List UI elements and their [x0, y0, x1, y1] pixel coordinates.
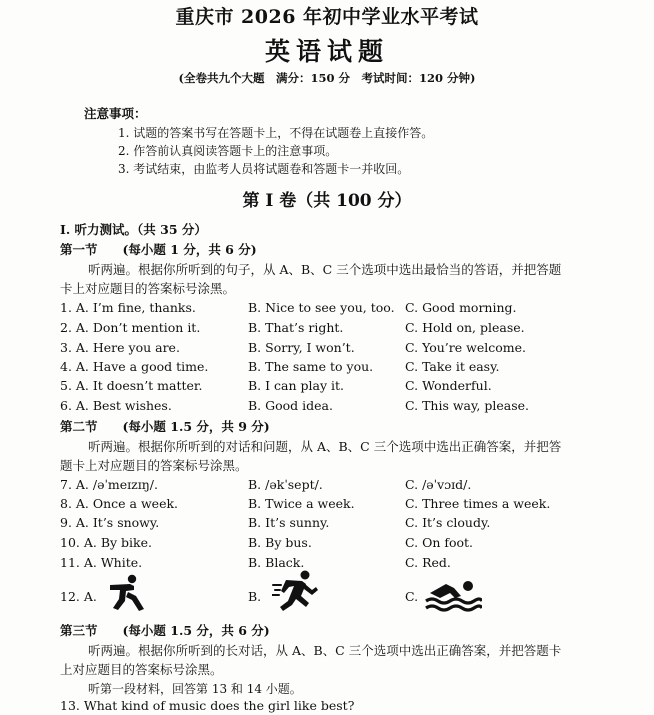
- question-option-a: 12. A.: [60, 589, 97, 604]
- notice-item: 3. 考试结束，由监考人员将试题卷和答题卡一并收回。: [118, 162, 410, 176]
- question-option-b: B. Nice to see you, too.: [248, 300, 395, 315]
- question-13: 13. What kind of music does the girl like best?: [60, 698, 355, 713]
- question-option-b: B. Sorry, I won’t.: [248, 340, 355, 355]
- question-option-b: B. Twice a week.: [248, 496, 355, 511]
- question-option-b: B.: [248, 589, 262, 604]
- question-option-a: 4. A. Have a good time.: [60, 359, 209, 374]
- question-option-c: C. Three times a week.: [405, 496, 551, 511]
- question-option-c: C. Hold on, please.: [405, 320, 525, 335]
- exam-title-line2: 英语试题: [264, 37, 389, 66]
- running-pictogram-icon: [272, 570, 318, 614]
- notice-item: 1. 试题的答案书写在答题卡上，不得在试题卷上直接作答。: [118, 126, 434, 140]
- question-option-c: C. /əˈvɔɪd/.: [405, 477, 472, 492]
- section1-instructions-line1: 听两遍。根据你所听到的句子，从 A、B、C 三个选项中选出最恰当的答语，并把答题: [88, 262, 562, 277]
- question-option-b: B. The same to you.: [248, 359, 374, 374]
- question-option-b: B. /əkˈsept/.: [248, 477, 323, 492]
- question-option-a: 10. A. By bike.: [60, 535, 152, 550]
- question-option-c: C. Take it easy.: [405, 359, 500, 374]
- notice-heading: 注意事项：: [84, 106, 147, 121]
- exam-subtitle: (全卷共九个大题 满分：150 分 考试时间：120 分钟): [178, 71, 476, 85]
- section2-instructions-line2: 题卡上对应题目的答案标号涂黑。: [60, 458, 248, 473]
- question-option-b: B. It’s sunny.: [248, 515, 330, 530]
- question-option-a: 1. A. I’m fine, thanks.: [60, 300, 196, 315]
- question-option-c: C. Good morning.: [405, 300, 517, 315]
- notice-item: 2. 作答前认真阅读答题卡上的注意事项。: [118, 144, 338, 158]
- exam-title-line1: 重庆市 2026 年初中学业水平考试: [175, 6, 479, 28]
- question-option-a: 8. A. Once a week.: [60, 496, 179, 511]
- question-option-a: 2. A. Don’t mention it.: [60, 320, 201, 335]
- section1-instructions-line2: 卡上对应题目的答案标号涂黑。: [60, 281, 236, 296]
- question-option-c: C. This way, please.: [405, 398, 529, 413]
- question-option-c: C. On foot.: [405, 535, 474, 550]
- question-option-c: C.: [405, 589, 419, 604]
- section3-material-note: 听第一段材料，回答第 13 和 14 小题。: [88, 682, 302, 696]
- skating-pictogram-icon: [104, 574, 150, 614]
- section3-instructions-line2: 上对应题目的答案标号涂黑。: [60, 662, 223, 677]
- volume-title: 第 I 卷（共 100 分）: [242, 191, 412, 211]
- question-option-b: B. Black.: [248, 555, 305, 570]
- question-option-a: 7. A. /əˈmeɪzɪŋ/.: [60, 477, 158, 492]
- question-option-c: C. Wonderful.: [405, 378, 492, 393]
- question-option-b: B. I can play it.: [248, 378, 345, 393]
- question-option-a: 3. A. Here you are.: [60, 340, 180, 355]
- question-option-b: B. By bus.: [248, 535, 312, 550]
- swimming-pictogram-icon: [424, 576, 482, 612]
- question-option-c: C. You’re welcome.: [405, 340, 526, 355]
- question-option-b: B. Good idea.: [248, 398, 333, 413]
- question-option-a: 6. A. Best wishes.: [60, 398, 172, 413]
- section2-heading: 第二节 (每小题 1.5 分，共 9 分): [60, 419, 270, 434]
- part-title: I. 听力测试。（共 35 分）: [60, 222, 207, 237]
- question-option-a: 9. A. It’s snowy.: [60, 515, 160, 530]
- question-option-b: B. That’s right.: [248, 320, 344, 335]
- section3-instructions-line1: 听两遍。根据你所听到的长对话，从 A、B、C 三个选项中选出正确答案，并把答题卡: [88, 643, 562, 658]
- section3-heading: 第三节 (每小题 1.5 分，共 6 分): [60, 623, 270, 638]
- question-option-a: 11. A. White.: [60, 555, 143, 570]
- section1-heading: 第一节 (每小题 1 分，共 6 分): [60, 242, 257, 257]
- question-option-a: 5. A. It doesn’t matter.: [60, 378, 203, 393]
- question-option-c: C. Red.: [405, 555, 451, 570]
- section2-instructions-line1: 听两遍。根据你所听到的对话和问题，从 A、B、C 三个选项中选出正确答案，并把答: [88, 439, 562, 454]
- question-option-c: C. It’s cloudy.: [405, 515, 491, 530]
